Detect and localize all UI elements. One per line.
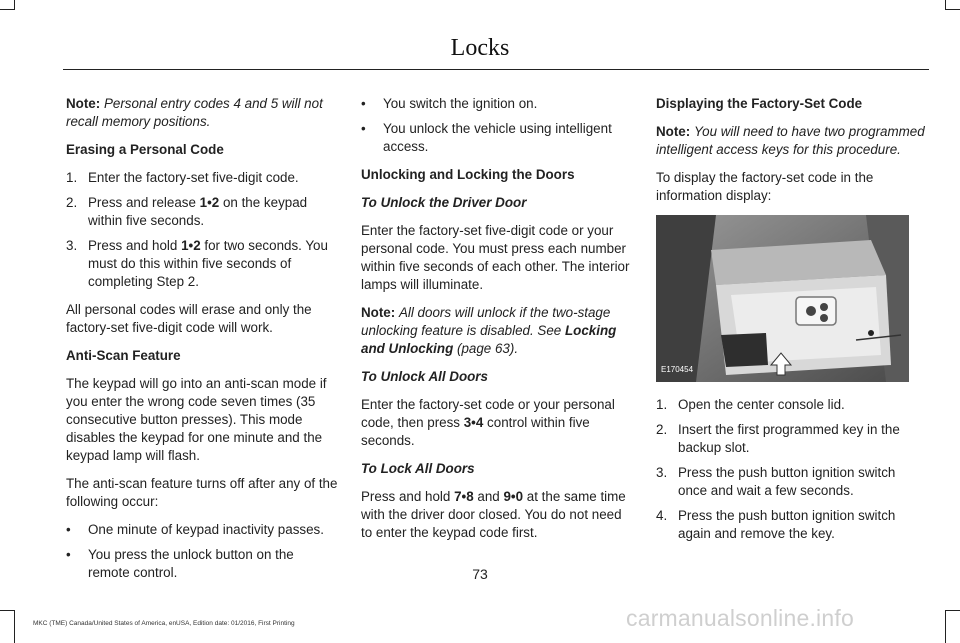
erase-step: 3. Press and hold 1•2 for two seconds. You must do this within five seconds of completing Step 2. — [66, 238, 328, 289]
bullet-item: • You unlock the vehicle using intelligent access. — [361, 121, 612, 154]
note-two-stage: Note: All doors will unlock if the two-stage unlocking feature is disabled. See Locking and Unlocking (page 63). — [361, 305, 617, 356]
unlock-all-text: Enter the factory-set code or your personal code, then press 3•4 control within five seconds. — [361, 397, 615, 448]
display-steps-list — [656, 396, 928, 543]
bullet-item: • You switch the ignition on. — [361, 96, 538, 111]
column-middle — [361, 95, 633, 552]
header-divider — [63, 69, 929, 70]
anti-scan-text: The keypad will go into an anti-scan mode if you enter the wrong code seven times (35 consecutive button presses). This mode disables the keypad for one minute and the keypad lamp will flash. — [66, 376, 327, 463]
unlock-conditions-bullets — [361, 95, 633, 156]
heading-erasing-personal-code: Erasing a Personal Code — [66, 142, 224, 157]
display-step: 3. Press the push button ignition switch once and wait a few seconds. — [656, 465, 896, 498]
crop-mark-bottom-left — [0, 610, 15, 643]
crop-mark-top-right — [945, 0, 960, 10]
lock-all-text: Press and hold 7•8 and 9•0 at the same time with the driver door closed. You do not need to enter the keypad code first. — [361, 489, 626, 540]
erase-step: 1. Enter the factory-set five-digit code. — [66, 170, 299, 185]
erase-result-text: All personal codes will erase and only the factory-set five-digit code will work. — [66, 302, 312, 335]
heading-displaying-factory-code: Displaying the Factory-Set Code — [656, 96, 863, 111]
display-step: 4. Press the push button ignition switch again and remove the key. — [656, 508, 896, 541]
locking-unlocking-link[interactable]: Locking and Unlocking — [361, 323, 617, 356]
crop-mark-top-left — [0, 0, 15, 10]
erase-step: 2. Press and release 1•2 on the keypad within five seconds. — [66, 195, 308, 228]
heading-unlock-driver-door: To Unlock the Driver Door — [361, 195, 527, 210]
note-intelligent-keys: Note: You will need to have two programmed intelligent access keys for this procedure. — [656, 124, 925, 157]
edition-footer: MKC (TME) Canada/United States of America, enUSA, Edition date: 01/2016, First Printing — [33, 620, 295, 627]
console-backup-slot-icon — [656, 215, 909, 382]
heading-unlock-all-doors: To Unlock All Doors — [361, 369, 488, 384]
display-intro-text: To display the factory-set code in the information display: — [656, 170, 874, 203]
erase-steps-list — [66, 169, 338, 291]
driver-door-text: Enter the factory-set five-digit code or your personal code. You must press each number within five seconds of each other. The interior lamps will illuminate. — [361, 223, 630, 292]
display-step: 1. Open the center console lid. — [656, 397, 845, 412]
bullet-item: • One minute of keypad inactivity passes. — [66, 522, 324, 537]
page-number: 73 — [472, 566, 488, 582]
heading-anti-scan: Anti-Scan Feature — [66, 348, 181, 363]
column-right — [656, 95, 928, 553]
display-step: 2. Insert the first programmed key in the backup slot. — [656, 422, 900, 455]
watermark: carmanualsonline.info — [626, 605, 854, 631]
column-left — [66, 95, 338, 592]
heading-unlocking-locking: Unlocking and Locking the Doors — [361, 167, 575, 182]
heading-lock-all-doors: To Lock All Doors — [361, 461, 475, 476]
figure-code: E170454 — [661, 365, 694, 374]
crop-mark-bottom-right — [945, 610, 960, 643]
note-memory-positions: Note: Personal entry codes 4 and 5 will not recall memory positions. — [66, 96, 323, 129]
bullet-item: • You press the unlock button on the remote control. — [66, 547, 294, 580]
page-title: Locks — [450, 35, 510, 61]
center-console-illustration — [656, 215, 909, 382]
anti-scan-off-text: The anti-scan feature turns off after any of the following occur: — [66, 476, 338, 509]
